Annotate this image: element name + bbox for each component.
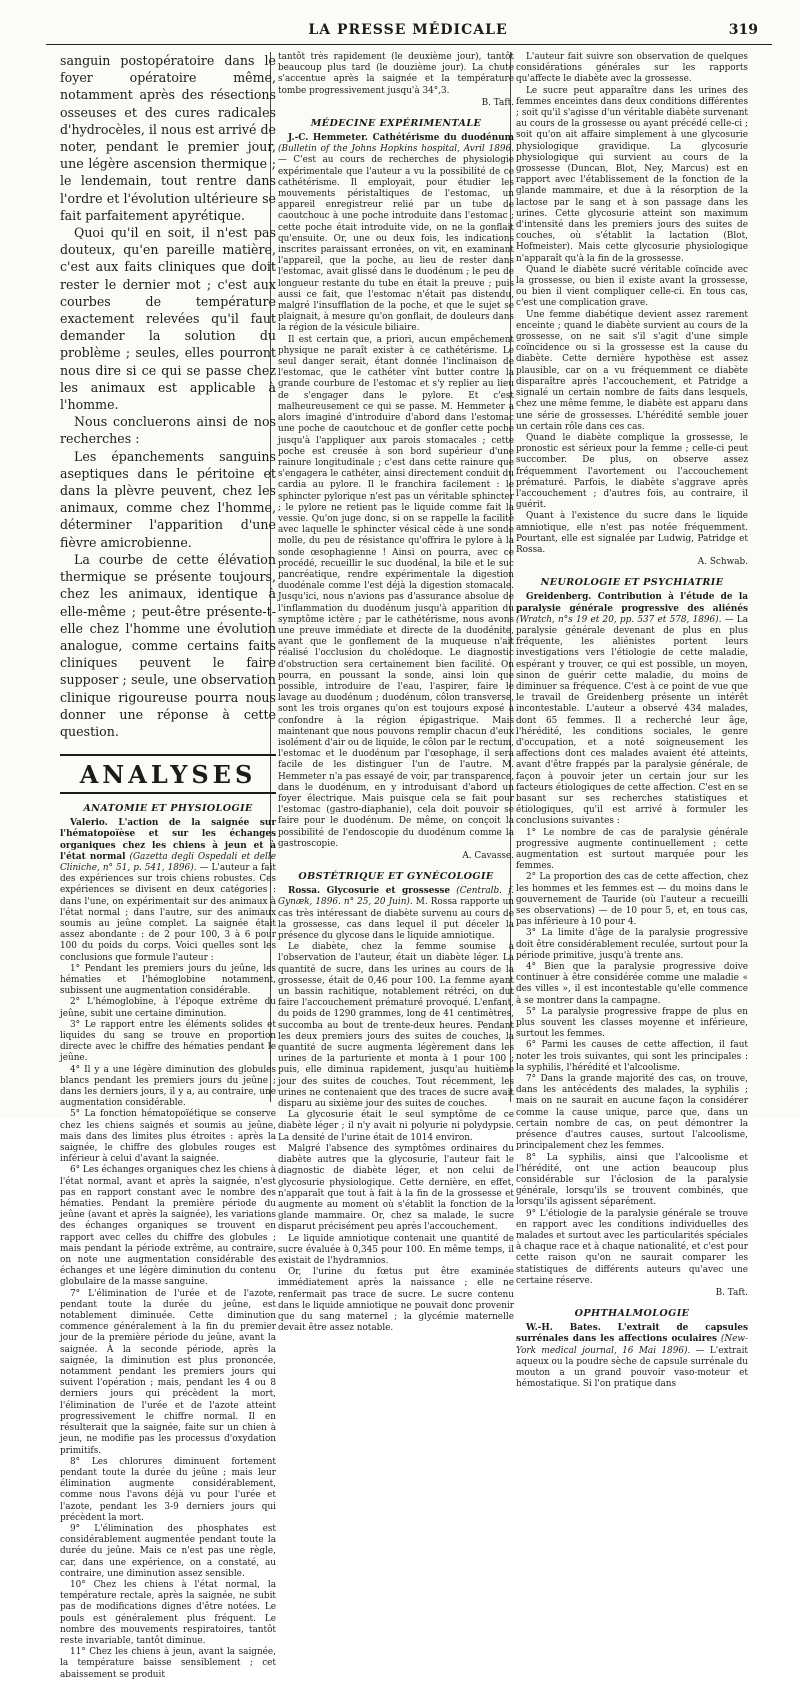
article-rossa: [278, 886, 514, 942]
conclusion-item: 7° Dans la grande majorité des cas, on trouve, dans les antécédents des malades, la syphilis ; mais on ne saurait en aucune façon la considérer comme la cause unique, parce que, dans un certain nombre de cas, on peut démontrer la présence d'autres causes, surtout l'alcoolisme, principalement chez les femmes.: [516, 1074, 748, 1152]
author-signature: B. Taft.: [481, 97, 514, 108]
rubric-heading: ANATOMIE ET PHYSIOLOGIE: [83, 803, 253, 815]
column-right: [516, 52, 748, 1390]
article-source: (Wratch, n°s 19 et 20, pp. 537 et 578, 1896).: [516, 614, 722, 625]
conclusion-item: 6° Les échanges organiques chez les chiens à l'état normal, avant et après la saignée, n'est pas en rapport constant avec le nombre des hématies. Pendant la première période du jeûne (avant et après la saignée), les variations des échanges organiques se trouvent en rapport avec celles du chiffre des globules ; mais pendant la période extrême, au contraire, on note une augmentation considérable des échanges et une légère diminution du contenu globulaire de la masse sanguine.: [60, 1165, 276, 1288]
article-text: — L'auteur a fait des expériences sur trois chiens robustes. Ces expériences se divisent en deux catégories : dans l'une, on expérimentait sur des animaux à l'état normal ; dans l'autre, sur des animaux soumis au jeûne complet. La saignée était assez abondante : de 2 pour 100, 3 à 6 pour 100 du poids du corps. Voici quelles sont les conclusions que formule l'auteur :: [60, 862, 276, 963]
rubric-heading: MÉDECINE EXPÉRIMENTALE: [310, 118, 482, 130]
conclusion-item: 2° L'hémoglobine, à l'époque extrême du jeûne, subit une certaine diminution.: [60, 997, 276, 1019]
paragraph: Quand le diabète complique la grossesse, le pronostic est sérieux pour la femme ; celle-ci peut succomber. De plus, on observe assez fréquemment l'avortement ou l'accouchement prématuré. Parfois, le diabète s'aggrave après l'accouchement ; d'autres fois, au contraire, il guérit.: [516, 432, 748, 511]
article-title: Valerio. L'action de la saignée sur l'hématopoïèse et sur les échanges organiques chez les chiens à jeun et à l'état normal: [60, 818, 276, 862]
article-title: J.-C. Hemmeter. Cathétérisme du duodénum: [288, 133, 514, 144]
author-signature: B. Taft.: [715, 1287, 748, 1298]
article-source: (Centralb. f. Gynæk, 1896. n° 25, 20 Juin).: [278, 886, 514, 908]
paragraph: Quant à l'existence du sucre dans le liquide amniotique, elle n'est pas notée fréquemment. Pourtant, elle est signalée par Ludwig, Patridge et Rossa.: [516, 511, 748, 555]
paragraph: La courbe de cette élévation thermique se présente toujours, chez les animaux, identique à elle-même ; peut-être présente-t-elle chez l'homme une évolution analogue, comme certains faits cliniques peuvent le faire supposer ; seule, une observation clinique rigoureuse pourra nous donner une réponse à cette question.: [60, 551, 276, 739]
paragraph: Malgré l'absence des symptômes ordinaires du diabète autres que la glycosurie, l'auteur fait le diagnostic de diabète léger, et non celui de glycosurie physiologique. Cette dernière, en effet, n'apparaît que tout à fait à la fin de la grossesse et augmente au moment où s'établit la fonction de la glande mammaire. Or, chez sa malade, le sucre disparut précisément peu après l'accouchement.: [278, 1143, 514, 1233]
paragraph: Nous concluerons ainsi de nos recherches :: [60, 414, 276, 447]
paragraph: Or, l'urine du fœtus put être examinée immédiatement après la naissance ; elle ne renfermait pas trace de sucre. Le sucre contenu dans le liquide amniotique ne pouvait donc provenir que du sang maternel ; la glycémie maternelle devait être assez notable.: [278, 1267, 514, 1334]
article-greidenberg: [516, 592, 748, 827]
article-title: Greidenberg. Contribution à l'étude de la paralysie générale progressive des aliénés: [516, 592, 748, 614]
running-title: LA PRESSE MÉDICALE: [308, 22, 508, 38]
article-source: (New-York medical journal, 16 Mai 1896).: [516, 1334, 748, 1356]
article-source: (Gazetta degli Ospedali et delle Cliniche, n° 51, p. 541, 1896).: [60, 851, 276, 873]
page-header: [46, 6, 770, 44]
article-hemmeter: [278, 133, 514, 335]
conclusion-item: 1° Le nombre de cas de paralysie générale progressive augmente continuellement ; cette augmentation est surtout marquée pour les femmes.: [516, 827, 748, 872]
article-title: W.-H. Bates. L'extrait de capsules surrénales dans les affections oculaires: [516, 1323, 748, 1345]
conclusion-item: 5° La paralysie progressive frappe de plus en plus souvent les classes moyenne et inférieure, surtout les femmes.: [516, 1006, 748, 1040]
paragraph: Quoi qu'il en soit, il n'est pas douteux, qu'en pareille matière, c'est aux faits cliniques que doit rester le dernier mot ; c'est aux courbes de température exactement relevées qu'il faut demander la solution du problème ; seules, elles pourront nous dire si ce qui se passe chez les animaux est applicable à l'homme.: [60, 225, 276, 413]
section-heading-analyses: ANALYSES: [60, 754, 276, 794]
author-signature: A. Cavasse.: [462, 851, 514, 862]
column-left: [60, 52, 276, 1680]
article-text: M. Rossa rapporte un cas très intéressant de diabète survenu au cours de la grossesse, cas dans lequel il put déceler la présence du glycose dans le liquide amniotique.: [278, 897, 515, 942]
conclusion-item: 9° L'élimination des phosphates est considérablement augmentée pendant toute la durée du jeûne. Mais ce n'est pas une règle, car, dans une expérience, on a constaté, au contraire, une diminution assez sensible.: [60, 1523, 276, 1579]
article-text: — C'est au cours de recherches de physiologie expérimentale que l'auteur a vu la possibilité de ce cathétérisme. Il employait, pour étudier les mouvements péristaltiques de l'estomac, un appareil enregistreur relié par un tube de caoutchouc à une poche introduite dans l'estomac ; cette poche était introduite vide, on ne la gonflait qu'ensuite. Or, une ou deux fois, les indications inscrites paraissant erronées, on vit, en examinant l'appareil, que la poche, au lieu de rester dans l'estomac, avait glissé dans le duodénum ; le peu de longueur restante du tube en était la preuve ; puis aussi ce fait, que l'estomac n'était pas distendu, malgré l'insufflation de la poche, et que le sujet se plaignait, à mesure qu'on gonflait, de douleurs dans la région de la vésicule biliaire.: [278, 155, 514, 334]
conclusion-item: 10° Chez les chiens à l'état normal, la température rectale, après la saignée, ne subit pas de modifications dignes d'être notées. Le pouls est généralement plus fréquent. Le nombre des mouvements respiratoires, tantôt reste invariable, tantôt diminue.: [60, 1579, 276, 1646]
conclusion-item: 3° La limite d'âge de la paralysie progressive doit être considérablement reculée, surtout pour la période primitive, jusqu'à trente ans.: [516, 928, 748, 961]
rubric-heading: OBSTÉTRIQUE ET GYNÉCOLOGIE: [298, 871, 494, 883]
conclusion-item: 6° Parmi les causes de cette affection, il faut noter les trois suivantes, qui sont les principales : la syphilis, l'hérédité et l'alcoolisme.: [516, 1040, 748, 1073]
paragraph: Le liquide amniotique contenait une quantité de sucre évaluée à 0,345 pour 100. En même temps, il existait de l'hydramnios.: [278, 1233, 514, 1266]
paragraph: L'auteur fait suivre son observation de quelques considérations générales sur les rapports qu'affecte le diabète avec la grossesse.: [516, 52, 748, 85]
article-title: Rossa. Glycosurie et grossesse: [288, 886, 451, 897]
article-text: — La paralysie générale devenant de plus en plus fréquente, les aliénistes portent leurs investigations vers l'étiologie de cette maladie, espérant y trouver, ce qui est possible, un moyen, sinon de guérir cette maladie, du moins de diminuer sa fréquence. C'est à ce point de vue que le travail de Greidenberg présente un intérêt incontestable. L'auteur a observé 434 malades, dont 65 femmes. Il a recherché leur âge, l'hérédité, les conditions sociales, le genre d'occupation, et a noté soigneusement les affections dont ces malades avaient été atteints, avant d'être frappés par la paralysie générale, de façon à pouvoir jeter un certain jour sur les facteurs étiologiques de cette affection. C'est en se basant sur ses recherches statistiques et étiologiques, qu'il est arrivé à formuler les conclusions suivantes :: [516, 614, 748, 827]
rubric-heading: NEUROLOGIE ET PSYCHIATRIE: [540, 577, 724, 589]
header-rule: [46, 44, 772, 45]
conclusion-item: 8° Les chlorures diminuent fortement pendant toute la durée du jeûne ; mais leur élimination augmente considérablement, comme nous l'avons déjà vu pour l'urée et l'azote, pendant les 3-9 derniers jours qui précèdent la mort.: [60, 1456, 276, 1523]
conclusion-item: 2° La proportion des cas de cette affection, chez les hommes et les femmes est — du moins dans le gouvernement de Tauride (où l'auteur a recueilli ses observations) — de 10 pour 5, et, en tous cas, pas inférieure à 10 pour 4.: [516, 872, 748, 928]
conclusion-item: 11° Chez les chiens à jeun, avant la saignée, la température baisse sensiblement ; cet abaissement se produit: [60, 1647, 276, 1680]
conclusion-item: 4° Bien que la paralysie progressive doive continuer à être considérée comme une maladie « des villes », il est incontestable qu'elle commence à se montrer dans la campagne.: [516, 962, 748, 1006]
paragraph: Quand le diabète sucré véritable coïncide avec la grossesse, ou bien il existe avant la grossesse, ou bien il vient compliquer celle-ci. En tous cas, c'est une complication grave.: [516, 264, 748, 309]
rubric-heading: OPHTHALMOLOGIE: [574, 1308, 690, 1320]
conclusion-item: 1° Pendant les premiers jours du jeûne, les hématies et l'hémoglobine notamment, subissent une augmentation considérable.: [60, 963, 276, 997]
article-valerio: [60, 818, 276, 964]
paragraph: Une femme diabétique devient assez rarement enceinte ; quand le diabète survient au cours de la grossesse, on ne sait s'il s'agit d'une simple coïncidence ou si la grossesse est la cause du diabète. Cette dernière hypothèse est assez plausible, car on a vu fréquemment ce diabète disparaître après l'accouchement, et Patridge a signalé un certain nombre de faits dans lesquels, chez une même femme, le diabète est apparu dans une série de grossesses. L'hérédité semble jouer un certain rôle dans ces cas.: [516, 309, 748, 432]
paragraph: La glycosurie était le seul symptôme de ce diabète léger ; il n'y avait ni polyurie ni polydypsie. La densité de l'urine était de 1014 environ.: [278, 1110, 514, 1143]
conclusion-item: 7° L'élimination de l'urée et de l'azote, pendant toute la durée du jeûne, est notablement diminuée. Cette diminution commence généralement à la fin du premier jour de la première période du jeûne, avant la saignée. À la seconde période, après la saignée, la diminution est plus prononcée, notamment pendant les premiers jours qui suivent l'opération ; mais, pendant les 4 ou 8 derniers jours qui précèdent la mort, l'élimination de l'urée et de l'azote atteint progressivement le chiffre normal. Il en résulterait que la saignée, faite sur un chien à jeun, ne modifie pas les processus d'oxydation primitifs.: [60, 1288, 276, 1456]
paragraph: Le diabète, chez la femme soumise à l'observation de l'auteur, était un diabète léger. La quantité de sucre, dans les urines au cours de la grossesse, était de 0,46 pour 100. La femme ayant un bassin rachitique, notablement rétréci, on dut faire l'accouchement prématuré provoqué. L'enfant, du poids de 1290 grammes, long de 41 centimètres, succomba au bout de trente-deux heures. Pendant les deux premiers jours des suites de couches, la quantité de sucre augmenta légèrement dans les urines de la parturiente et monta à 1 pour 100 ; puis, elle diminua rapidement, jusqu'au huitième jour des suites de couches. Tout récemment, les urines ne contenaient que des traces de sucre avait disparu au sixième jour des suites de couches.: [278, 942, 514, 1110]
paragraph: tantôt très rapidement (le deuxième jour), tantôt beaucoup plus tard (le douzième jour). La chute s'accentue après la saignée et la température tombe progressivement jusqu'à 34°,3.: [278, 52, 514, 96]
conclusion-item: 8° La syphilis, ainsi que l'alcoolisme et l'hérédité, ont une action beaucoup plus considérable sur l'éclosion de la paralysie générale, lorsqu'ils se trouvent combinés, que lorsqu'ils agissent séparément.: [516, 1152, 748, 1208]
conclusion-item: 4° Il y a une légère diminution des globules blancs pendant les premiers jours du jeûne ; dans les derniers jours, il y a, au contraire, une augmentation considérable.: [60, 1064, 276, 1109]
conclusion-item: 9° L'étiologie de la paralysie générale se trouve en rapport avec les conditions individuelles des malades et surtout avec les particularités spéciales à chaque race et à chaque nationalité, et c'est pour cette raison qu'on ne saurait comparer les statistiques de différents auteurs qu'avec une certaine réserve.: [516, 1208, 748, 1286]
paragraph: sanguin postopératoire dans le foyer opératoire même, notamment après des résections osseuses et des cures radicales d'hydrocèles, il nous est arrivé de noter, pendant le premier jour, une légère ascension thermique ; le lendemain, tout rentre dans l'ordre et l'évolution ultérieure se fait parfaitement apyrétique.: [60, 53, 276, 223]
article-source: (Bulletin of the Johns Hopkins hospital, Avril 1896.: [278, 144, 514, 155]
article-text: — L'extrait aqueux ou la poudre sèche de capsule surrénale du mouton a un grand pouvoir vaso-moteur et hémostatique. Si l'on pratique dans: [516, 1345, 748, 1390]
conclusion-item: 5° La fonction hématopoïétique se conserve chez les chiens saignés et soumis au jeûne, mais dans des limites plus étroites : après la saignée, le chiffre des globules rouges est inférieur à celui d'avant la saignée.: [60, 1109, 276, 1165]
conclusion-item: 3° Le rapport entre les éléments solides et liquides du sang se trouve en proportion directe avec le chiffre des hématies pendant le jeûne.: [60, 1019, 276, 1064]
article-bates: [516, 1323, 748, 1390]
author-signature: A. Schwab.: [697, 557, 748, 568]
paragraph: Les épanchements sanguins aseptiques dans le péritoine et dans la plèvre peuvent, chez les animaux, comme chez l'homme, déterminer l'apparition d'une fièvre amicrobienne.: [60, 448, 276, 550]
paragraph: Il est certain que, a priori, aucun empêchement physique ne paraît exister à ce cathétérisme. Le seul danger serait, étant donnée l'inclinaison de l'estomac, que le cathéter vînt butter contre la grande courbure de l'estomac et s'y replier au lieu de s'engager dans le pylore. Et c'est malheureusement ce qui se passe. M. Hemmeter a alors imaginé d'introduire d'abord dans l'estomac une poche de caoutchouc et de gonfler cette poche jusqu'à l'appliquer aux parois stomacales ; cette poche est creusée à son bord supérieur d'une rainure longitudinale ; c'est dans cette rainure que s'engagera le cathéter, ainsi directement conduit du cardia au pylore. Il le franchira facilement : le sphincter pylorique n'est pas un véritable sphincter ; le pylore ne retient pas le liquide comme fait la vessie. Qu'on juge donc, si on se rappelle la facilité avec laquelle le sphincter vésical cède à une sonde molle, du peu de résistance qu'offrira le pylore à la sonde œsophagienne ! Ainsi on pourra, avec ce procédé, recueillir le suc duodénal, la bile et le suc pancréatique, rendre expérimentale la digestion duodénale comme l'est déjà la digestion stomacale. Jusqu'ici, nous n'avions pas d'assurance absolue de l'inflammation du duodénum jusqu'à apparition du symptôme ictère ; par le cathétérisme, nous avons une preuve immédiate et directe de la duodénite, avant que le gonflement de la muqueuse n'ait réalisé l'occlusion du cholédoque. Le diagnostic d'obstruction sera certainement bien facilité. On pourra, en poussant la sonde, ainsi loin que possible, introduire de l'eau, l'aspirer, faire le lavage au duodénum ; duodénum, côlon transverse, sont les trois organes qu'on est toujours exposé à confondre à la région épigastrique. Mais maintenant que nous pouvons remplir chacun d'eux isolément d'air ou de liquide, le côlon par le rectum, l'estomac et le duodénum par l'œsophage, il sera facile de les distinguer l'un de l'autre. M. Hemmeter n'a pas essayé de voir, par transparence, dans le duodénum, en y introduisant d'abord un foyer électrique. Mais puisque cela se fait pour l'estomac (gastro-diaphanie), cela doit pouvoir se faire pour le duodénum. De même, on conçoit la possibilité de l'endoscopie du duodénum comme la gastroscopie.: [278, 334, 514, 849]
column-middle: [278, 52, 515, 1334]
paragraph: Le sucre peut apparaître dans les urines des femmes enceintes dans deux conditions différentes ; soit qu'il s'agisse d'un véritable diabète survenant au cours de la grossesse ou ayant précédé celle-ci ; soit qu'on ait affaire simplement à une glycosurie physiologique gravidique. La glycosurie physiologique qui survient au cours de la grossesse (Duncan, Blot, Ney, Marcus) est en rapport avec l'établissement de la fonction de la glande mammaire, et due à la résorption de la lactose par le sang et à son passage dans les urines. Cette glycosurie atteint son maximum d'intensité dans les premiers jours des suites de couches, où s'établit la lactation (Blot, Hofmeister). Mais cette glycosurie physiologique n'apparaît qu'à la fin de la grossesse.: [516, 85, 748, 264]
page-number: 319: [728, 22, 758, 38]
